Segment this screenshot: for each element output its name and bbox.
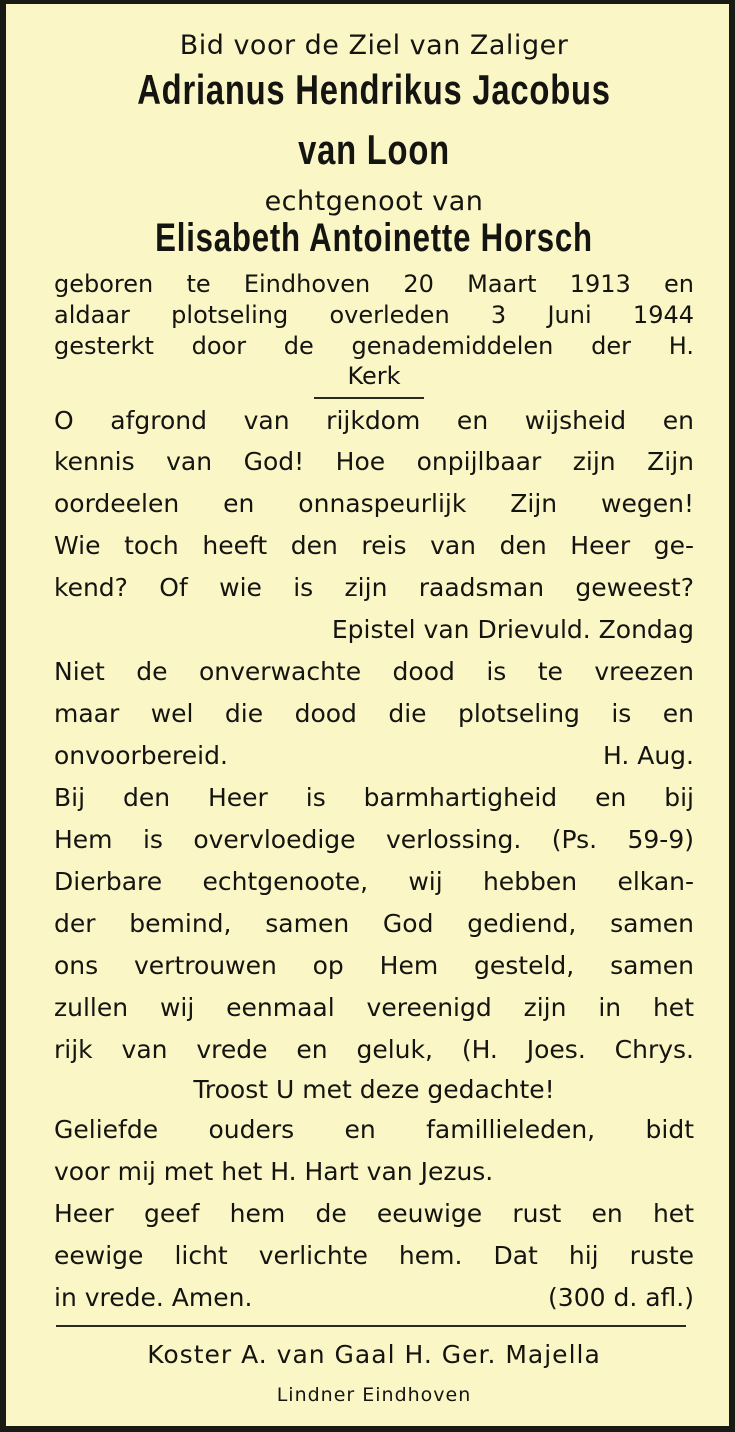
deceased-name-last: van Loon — [298, 126, 450, 173]
consolation-text: Troost U met deze gedachte! — [193, 1075, 555, 1104]
footer-divider — [56, 1325, 686, 1327]
verse-line: voor mij met het H. Hart van Jezus. — [54, 1157, 494, 1186]
spouse-name-line — [54, 214, 694, 262]
consolation-line — [54, 1075, 694, 1105]
verse-line-with-source — [54, 741, 694, 771]
deceased-name-first: Adrianus Hendrikus Jacobus — [137, 66, 611, 113]
intro-line: Bid voor de Ziel van Zaliger — [179, 30, 569, 61]
detail-line: aldaar plotseling overleden 3 Juni 1944 — [54, 301, 694, 329]
verse-line: Wie toch heeft den reis van den Heer ge- — [54, 531, 694, 560]
verse-line: Niet de onverwachte dood is te vreezen — [54, 657, 694, 686]
verse-line: eewige licht verlichte hem. Dat hij ruste — [54, 1241, 694, 1270]
verse-text: in vrede. Amen. — [54, 1283, 253, 1312]
verse-line: Geliefde ouders en famillieleden, bidt — [54, 1115, 694, 1144]
verse-text: onvoorbereid. — [54, 741, 228, 770]
verse-source — [54, 615, 694, 645]
spouse-intro: echtgenoot van — [264, 186, 484, 217]
deceased-name-line1 — [54, 66, 694, 114]
verse-line-with-indulgence — [54, 1283, 694, 1313]
verse-line: zullen wij eenmaal vereenigd zijn in het — [54, 993, 694, 1022]
verse-line: kennis van God! Hoe onpijlbaar zijn Zijn — [54, 447, 694, 476]
verse-line: ons vertrouwen op Hem gesteld, samen — [54, 951, 694, 980]
verse-line: rijk van vrede en geluk, (H. Joes. Chrys. — [54, 1035, 694, 1064]
short-divider — [314, 397, 424, 399]
detail-line: gesterkt door de genademiddelen der H. — [54, 332, 694, 360]
detail-line: geboren te Eindhoven 20 Maart 1913 en — [54, 270, 694, 298]
verse-line: Hem is overvloedige verlossing. (Ps. 59-9) — [54, 825, 694, 854]
verse-line: Dierbare echtgenoote, wij hebben elkan- — [54, 867, 694, 896]
augustine-reference: H. Aug. — [602, 741, 694, 770]
verse-line: kend? Of wie is zijn raadsman geweest? — [54, 573, 694, 602]
verse-line: oordeelen en onnaspeurlijk Zijn wegen! — [54, 489, 694, 518]
indulgence-note: (300 d. afl.) — [548, 1283, 694, 1312]
verse-line: O afgrond van rijkdom en wijsheid en — [54, 406, 694, 435]
verse-line: maar wel die dood die plotseling is en — [54, 699, 694, 728]
deceased-name-line2 — [54, 126, 694, 174]
epistle-reference: Epistel van Drievuld. Zondag — [331, 615, 694, 644]
spouse-name: Elisabeth Antoinette Horsch — [155, 216, 593, 260]
verse-line: Bij den Heer is barmhartigheid en bij — [54, 783, 694, 812]
sexton-line: Koster A. van Gaal H. Ger. Majella — [147, 1340, 601, 1369]
verse-line: Heer geef hem de eeuwige rust en het — [54, 1199, 694, 1228]
detail-line: Kerk — [347, 362, 401, 390]
verse-line: der bemind, samen God gediend, samen — [54, 909, 694, 938]
memorial-card — [6, 4, 729, 1426]
printer-credit: Lindner Eindhoven — [276, 1384, 472, 1406]
